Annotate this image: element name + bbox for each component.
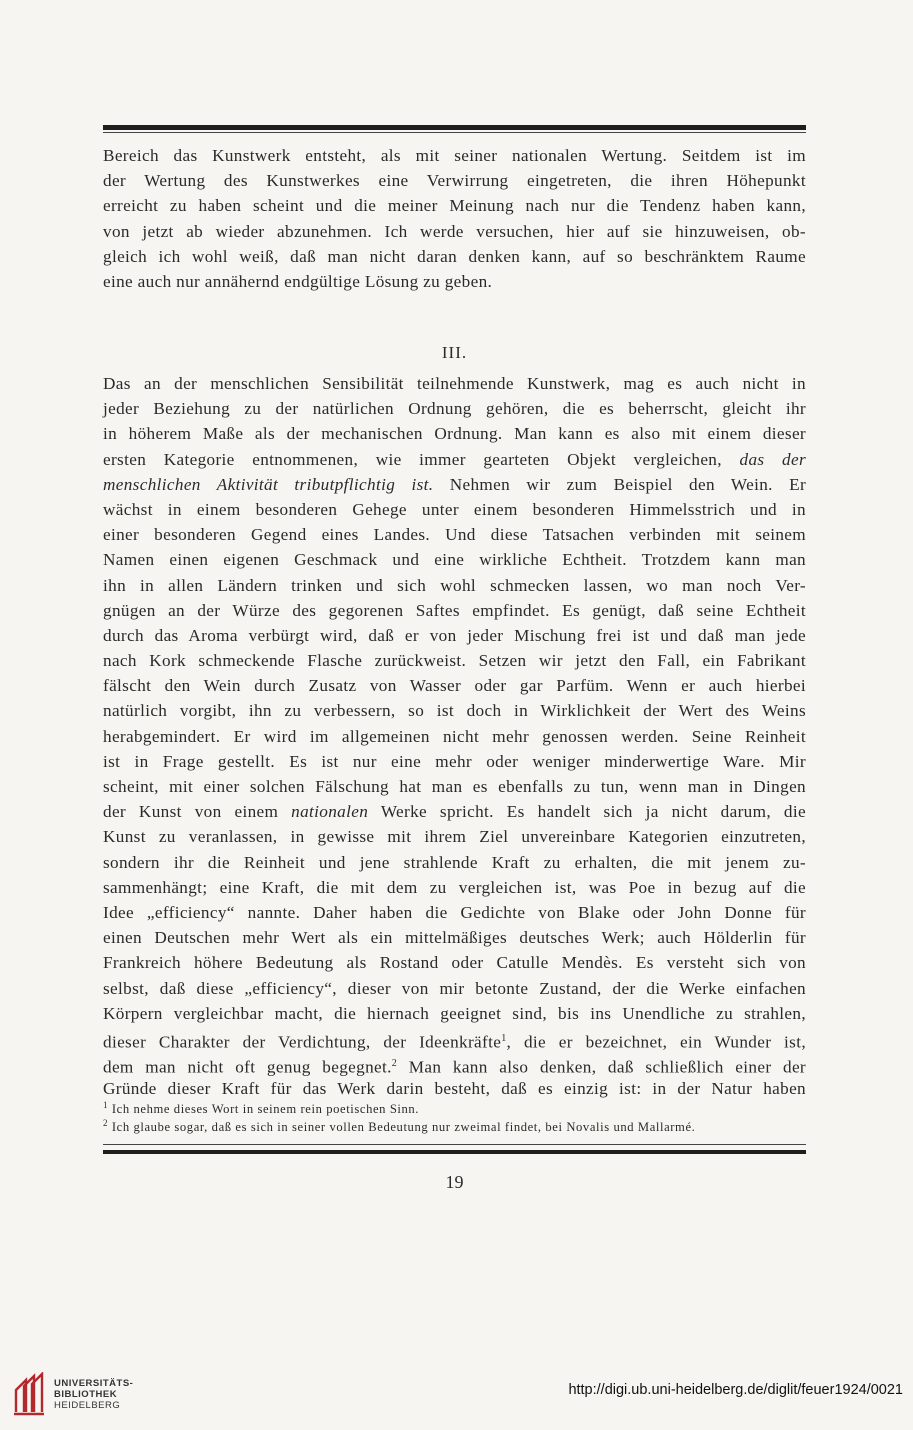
text-line: wächst in einem besonderen Gehege unter einem besonderen Himmelsstrich und in: [103, 499, 806, 519]
top-rule: [103, 125, 806, 130]
text-segment: der Kunst von einem: [103, 802, 292, 822]
text-line: jeder Beziehung zu der natürlichen Ordnung gehören, die es beherrscht, gleicht ihr: [103, 399, 806, 419]
text-line: ist in Frage gestellt. Es ist nur eine mehr oder weniger minderwertige Ware. Mir: [103, 751, 806, 771]
text-line: selbst, daß diese „efficiency“, dieser von mir betonte Zustand, der die Werke einfachen: [103, 978, 806, 998]
library-name: [54, 1378, 133, 1411]
footnote-text: Ich glaube sogar, daß es sich in seiner vollen Bedeutung nur zweimal findet, bei Novalis und Mallarmé.: [108, 1120, 696, 1135]
footnote-mark: 2: [103, 1118, 109, 1128]
text-line: [103, 1026, 806, 1051]
text-line: Das an der menschlichen Sensibilität teilnehmende Kunstwerk, mag es auch nicht in: [103, 374, 806, 393]
text-line: herabgemindert. Er wird im allgemeinen nicht mehr genossen werden. Seine Reinheit: [103, 726, 806, 746]
text-segment: ersten Kategorie entnommenen, wie immer gearteten Objekt vergleichen,: [103, 449, 722, 469]
text-line: der Wertung des Kunstwerkes eine Verwirrung eingetreten, die ihren Höhepunkt: [103, 171, 806, 191]
text-line: [103, 799, 806, 824]
library-logo-icon: [12, 1372, 46, 1416]
source-url[interactable]: http://digi.ub.uni-heidelberg.de/diglit/feuer1924/0021: [568, 1382, 903, 1398]
text-line: gnügen an der Würze des gegorenen Saftes empfindet. Es genügt, daß seine Echtheit: [103, 600, 806, 620]
footnote-text: Ich nehme dieses Wort in seinem rein poetischen Sinn.: [108, 1102, 420, 1117]
text-segment: Nehmen wir zum Beispiel den Wein. Er: [433, 474, 807, 494]
footnote-mark: 1: [103, 1100, 109, 1110]
text-line: nach Kork schmeckende Flasche zurückweist. Setzen wir jetzt den Fall, ein Fabrikant: [103, 651, 806, 671]
paragraph-continued: [103, 143, 806, 294]
text-line: sammenhängt; eine Kraft, die mit dem zu vergleichen ist, was Poe in bezug auf die: [103, 877, 806, 897]
text-segment: Man kann also denken, daß schließlich einer der: [397, 1057, 806, 1077]
text-line: Namen einen eigenen Geschmack und eine wirkliche Echtheit. Trotzdem kann man: [103, 550, 806, 570]
italic-text: nationalen: [291, 802, 369, 822]
text-line: fälscht den Wein durch Zusatz von Wasser oder gar Parfüm. Wenn er auch hierbei: [103, 676, 806, 696]
text-line: gleich ich wohl weiß, daß man nicht daran denken kann, auf so beschränktem Raume: [103, 246, 806, 266]
library-line: BIBLIOTHEK: [54, 1389, 118, 1400]
text-line: eine auch nur annähernd endgültige Lösung zu geben.: [103, 271, 493, 291]
bottom-rule: [103, 1150, 806, 1154]
text-segment: dieser Charakter der Verdichtung, der Ideenkräfte: [103, 1032, 502, 1052]
text-line: [103, 1051, 806, 1076]
paragraph-main: [103, 371, 806, 1101]
library-line: HEIDELBERG: [54, 1400, 121, 1411]
text-line: [103, 472, 806, 497]
text-line: scheint, mit einer solchen Fälschung hat man es ebenfalls zu tun, wenn man in Dingen: [103, 777, 806, 796]
italic-text: das der: [739, 449, 806, 469]
text-segment: Werke spricht. Es handelt sich ja nicht darum, die: [368, 802, 806, 822]
text-line: Gründe dieser Kraft für das Werk darin besteht, daß es einzig ist: in der Natur haben: [103, 1079, 806, 1099]
text-line: Idee „efficiency“ nannte. Daher haben die Gedichte von Blake oder John Donne für: [103, 902, 806, 922]
footnote: [103, 1118, 806, 1135]
text-line: einen Deutschen mehr Wert als ein mittelmäßiges deutsches Werk; auch Hölderlin für: [103, 928, 806, 948]
text-segment: , die er bezeichnet, ein Wunder ist,: [506, 1032, 806, 1052]
text-line: von jetzt ab wieder abzunehmen. Ich werde versuchen, hier auf sie hinzuweisen, ob-: [103, 221, 806, 241]
text-line: in höherem Maße als der mechanischen Ordnung. Man kann es also mit einem dieser: [103, 424, 806, 444]
text-line: Bereich das Kunstwerk entsteht, als mit seiner nationalen Wertung. Seitdem ist im: [103, 146, 806, 165]
text-line: durch das Aroma verbürgt wird, daß er von jeder Mischung frei ist und daß man jede: [103, 625, 806, 645]
text-line: einer besonderen Gegend eines Landes. Und diese Tatsachen verbinden mit seinem: [103, 525, 806, 545]
text-segment: dem man nicht oft genug begegnet.: [103, 1057, 392, 1077]
text-line: [103, 447, 806, 472]
text-line: sondern ihr die Reinheit und jene strahlende Kraft zu erhalten, die mit jenem zu-: [103, 852, 806, 872]
library-line: UNIVERSITÄTS-: [54, 1378, 134, 1389]
footnote: [103, 1100, 806, 1117]
footnote-ref[interactable]: 1: [501, 1032, 507, 1044]
text-line: ihn in allen Ländern trinken und sich wohl schmecken lassen, wo man noch Ver-: [103, 575, 806, 595]
text-line: Kunst zu veranlassen, in gewisse mit ihrem Ziel unvereinbare Kategorien einzutreten,: [103, 827, 806, 847]
italic-text: menschlichen Aktivität tributpflichtig ist.: [103, 474, 434, 494]
footnote-ref[interactable]: 2: [391, 1058, 398, 1070]
text-line: Frankreich höhere Bedeutung als Rostand oder Catulle Mendès. Es versteht sich von: [103, 953, 806, 973]
text-line: natürlich vorgibt, ihn zu verbessern, so ist doch in Wirklichkeit der Wert des Weins: [103, 701, 806, 721]
text-line: erreicht zu haben scheint und die meiner Meinung nach nur die Tendenz haben kann,: [103, 196, 806, 216]
section-heading: III.: [441, 343, 468, 362]
page-number: 19: [445, 1172, 464, 1192]
text-line: Körpern vergleichbar macht, die hiernach geeignet sind, bis ins Unendliche zu strahlen,: [103, 1003, 806, 1023]
